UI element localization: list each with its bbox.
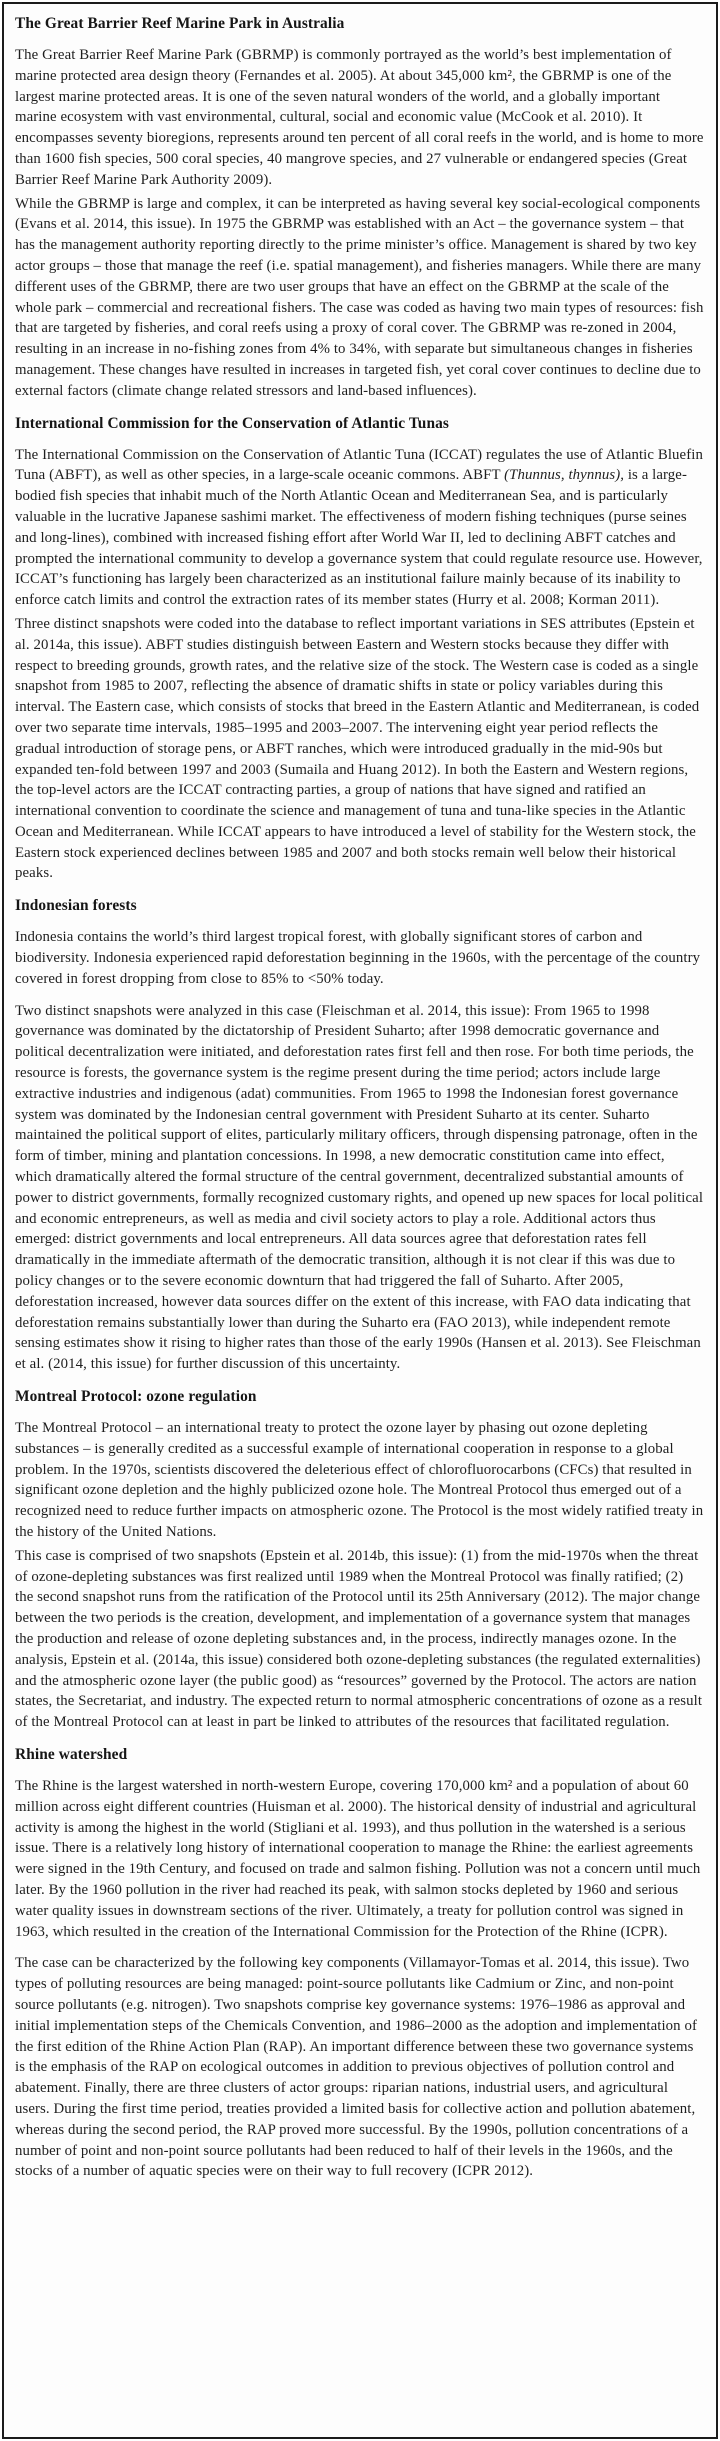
section-body <box>15 1418 705 1733</box>
text-run: Three distinct snapshots were coded into the database to reflect important variations in SES attributes (Epstein et al. 2014a, this issue). ABFT studies distinguish between Eastern and Western stocks because they differ with respect to breeding grounds, growth rates, and the relative size of the stock. The Western case is coded as a single snapshot from 1985 to 2007, reflecting the absence of dramatic shifts in state or policy variables during this interval. The Eastern case, which consists of stocks that breed in the Eastern Atlantic and Mediterranean, is coded over two separate time intervals, 1985–1995 and 2003–2007. The intervening eight year period reflects the gradual introduction of storage pens, or ABFT ranches, which were introduced gradually in the mid-90s but expanded ten-fold between 1997 and 2003 (Sumaila and Huang 2012). In both the Eastern and Western regions, the top-level actors are the ICCAT contracting parties, a group of nations that have signed and ratified an international convention to coordinate the science and management of tuna and tuna-like species in the Atlantic Ocean and Mediterranean. While ICCAT appears to have introduced a level of stability for the Western stock, the Eastern stock experienced declines between 1985 and 2007 and both stocks remain well below their historical peaks. <box>15 615 700 882</box>
text-run: The Montreal Protocol – an international treaty to protect the ozone layer by phasing out ozone depleting substances – is generally credited as a successful example of international cooperation in response to a global problem. In the 1970s, scientists discovered the deleterious effect of chlorofluorocarbons (CFCs) that resulted in significant ozone depletion and the highly publicized ozone hole. The Montreal Protocol thus emerged out of a recognized need to reduce further impacts on atmospheric ozone. The Protocol is the most widely ratified treaty in the history of the United Nations. <box>15 1420 704 1540</box>
section-heading: The Great Barrier Reef Marine Park in Australia <box>15 15 345 32</box>
section-heading: Montreal Protocol: ozone regulation <box>15 1388 257 1406</box>
text-run: The case can be characterized by the following key components (Villamayor-Tomas et al. 2014, this issue). Two types of polluting resources are being managed: point-source pollutants like Cadmium or Zinc, and non-point source pollutants (e.g. nitrogen). Two snapshots comprise key governance systems: 1976–1986 as approval and initial implementation steps of the Chemicals Convention, and 1986–2000 as the adoption and implementation of the first edition of the Rhine Action Plan (RAP). An important difference between these two governance systems is the emphasis of the RAP on ecological outcomes in addition to previous objectives of pollution control and abatement. Finally, there are three clusters of actor groups: riparian nations, industrial users, and agricultural users. During the first time period, treaties provided a limited basis for collective action and pollution abatement, whereas during the second period, the RAP proved more successful. By the 1990s, pollution concentrations of a number of point and non-point source pollutants had been reduced to half of their levels in the 1960s, and the stocks of a number of aquatic species were on their way to full recovery (ICPR 2012). <box>15 1955 697 2180</box>
text-run: This case is comprised of two snapshots (Epstein et al. 2014b, this issue): (1) from the mid-1970s when the threat of ozone-depleting substances was first realized until 1989 when the Montreal Protocol was finally ratified; (2) the second snapshot runs from the ratification of the Protocol until its 25th Anniversary (2012). The major change between the two periods is the creation, development, and implementation of a governance system that manages the production and release of ozone depleting substances and, in the process, indirectly manages ozone. In the analysis, Epstein et al. (2014a, this issue) considered both ozone-depleting substances (the regulated externalities) and the atmospheric ozone layer (the public good) as “resources” governed by the Protocol. The actors are nation states, the Secretariat, and industry. The expected return to normal atmospheric concentrations of ozone as a result of the Montreal Protocol can at least in part be linked to attributes of the resources that facilitated regulation. <box>15 1547 703 1731</box>
text-run: Two distinct snapshots were analyzed in this case (Fleischman et al. 2014, this issue): From 1965 to 1998 governance was dominated by the dictatorship of President Suharto; after 1998 democratic governance and political decentralization were initiated, and deforestation rates first fell and then rose. For both time periods, the resource is forests, the governance system is the regime present during the time period; actors include large extractive industries and indigenous (adat) communities. From 1965 to 1998 the Indonesian forest governance system was dominated by the Indonesian central government with President Suharto at its center. Suharto maintained the political support of elites, particularly military officers, through dispensing patronage, often in the form of timber, mining and plantation concessions. In 1998, a new democratic constitution came into effect, which dramatically altered the formal structure of the central government, decentralized substantial amounts of power to district governments, formally recognized customary rights, and opened up new spaces for local political and economic entrepreneurs, as well as media and civil society actors to play a role. Additional actors thus emerged: district governments and local entrepreneurs. All data sources agree that deforestation rates fell dramatically in the immediate aftermath of the democratic transition, although it is not clear if this was due to policy changes or to the severe economic downturn that had triggered the fall of Suharto. After 2005, deforestation increased, however data sources differ on the extent of this increase, with FAO data indicating that deforestation remains substantially lower than during the Suharto era (FAO 2013), while independent remote sensing estimates show it rising to higher rates than those of the early 1990s (Hansen et al. 2013). See Fleischman et al. (2014, this issue) for further discussion of this uncertainty. <box>15 1002 704 1373</box>
paragraph <box>15 1418 705 1543</box>
section-heading: Rhine watershed <box>15 1745 128 1763</box>
case-study-section <box>15 895 705 1375</box>
section-body <box>15 927 705 1375</box>
paragraph <box>15 1001 705 1375</box>
text-run: The Great Barrier Reef Marine Park (GBRMP) is commonly portrayed as the world’s best implementation of marine protected area design theory (Fernandes et al. 2005). At about 345,000 km², the GBRMP is one of the largest marine protected areas. It is one of the seven natural wonders of the world, and a globally important marine ecosystem with vast environmental, cultural, social and economic value (McCook et al. 2010). It encompasses seventy bioregions, represents around ten percent of all coral reefs in the world, and is home to more than 1600 fish species, 500 coral species, 40 mangrove species, and 27 vulnerable or endangered species (Great Barrier Reef Marine Park Authority 2009). <box>15 47 704 188</box>
paragraph <box>15 1953 705 2182</box>
text-run: While the GBRMP is large and complex, it can be interpreted as having several key social-ecological components (Evans et al. 2014, this issue). In 1975 the GBRMP was established with an Act – the governance system – that has the management authority reporting directly to the prime minister’s office. Management is shared by two key actor groups – those that manage the reef (i.e. spatial management), and fisheries managers. While there are many different uses of the GBRMP, there are two user groups that have an effect on the GBRMP at the scale of the whole park – commercial and recreational fishers. The case was coded as having two main types of resources: fish that are targeted by fisheries, and coral reefs using a proxy of coral cover. The GBRMP was re-zoned in 2004, resulting in an increase in no-fishing zones from 4% to 34%, with separate but simultaneous changes in fisheries management. These changes have resulted in increases in targeted fish, yet coral cover continues to decline due to external factors (climate change related stressors and land-based influences). <box>15 195 704 399</box>
text-run: is a large-bodied fish species that inhabit much of the North Atlantic Ocean and Mediterranean Sea, and is particularly valuable in the lucrative Japanese sashimi market. The effectiveness of modern fishing techniques (purse seines and long-lines), combined with increased fishing effort after World War II, led to declining ABFT catches and prompted the international community to develop a governance system that could regulate resource use. However, ICCAT’s functioning has largely been characterized as an institutional failure mainly because of its inability to enforce catch limits and control the extraction rates of its member states (Hurry et al. 2008; Korman 2011). <box>15 467 703 609</box>
section-heading: International Commission for the Conservation of Atlantic Tunas <box>15 414 449 432</box>
section-body <box>15 1776 705 2182</box>
section-body <box>15 445 705 885</box>
section-heading: Indonesian forests <box>15 897 137 915</box>
document-box <box>2 2 718 2439</box>
paragraph <box>15 1546 705 1733</box>
text-run: Indonesia contains the world’s third largest tropical forest, with globally significant stores of carbon and biodiversity. Indonesia experienced rapid deforestation beginning in the 1960s, with the percentage of the country covered in forest dropping from close to 85% to <50% today. <box>15 929 701 987</box>
paragraph <box>15 614 705 884</box>
case-study-section <box>15 1386 705 1733</box>
paragraph <box>15 927 705 989</box>
paragraph <box>15 1776 705 1942</box>
section-body <box>15 45 705 402</box>
case-study-section <box>15 413 705 885</box>
latin-species-name: (Thunnus, thynnus), <box>504 467 625 484</box>
paragraph <box>15 45 705 191</box>
paragraph <box>15 445 705 611</box>
text-run: The Rhine is the largest watershed in north-western Europe, covering 170,000 km² and a population of about 60 million across eight different countries (Huisman et al. 2000). The historical density of industrial and agricultural activity is among the highest in the world (Stigliani et al. 1993), and thus pollution in the watershed is a serious issue. There is a relatively long history of international cooperation to manage the Rhine: the earliest agreements were signed in the 19th Century, and focused on trade and salmon fishing. Pollution was not a concern until much later. By the 1960 pollution in the river had reached its peak, with salmon stocks depleted by 1960 and serious water quality issues in downstream sections of the river. Ultimately, a treaty for pollution control was signed in 1963, which resulted in the creation of the International Commission for the Protection of the Rhine (ICPR). <box>15 1777 701 1940</box>
case-study-section <box>15 1744 705 2182</box>
case-study-section <box>15 13 705 402</box>
paragraph <box>15 194 705 402</box>
text-run: The International Commission on the Conservation of Atlantic Tuna (ICCAT) regulates the use of Atlantic Bluefin Tuna (ABFT), as well as other species, in a large-scale oceanic commons. ABFT <box>15 446 703 484</box>
